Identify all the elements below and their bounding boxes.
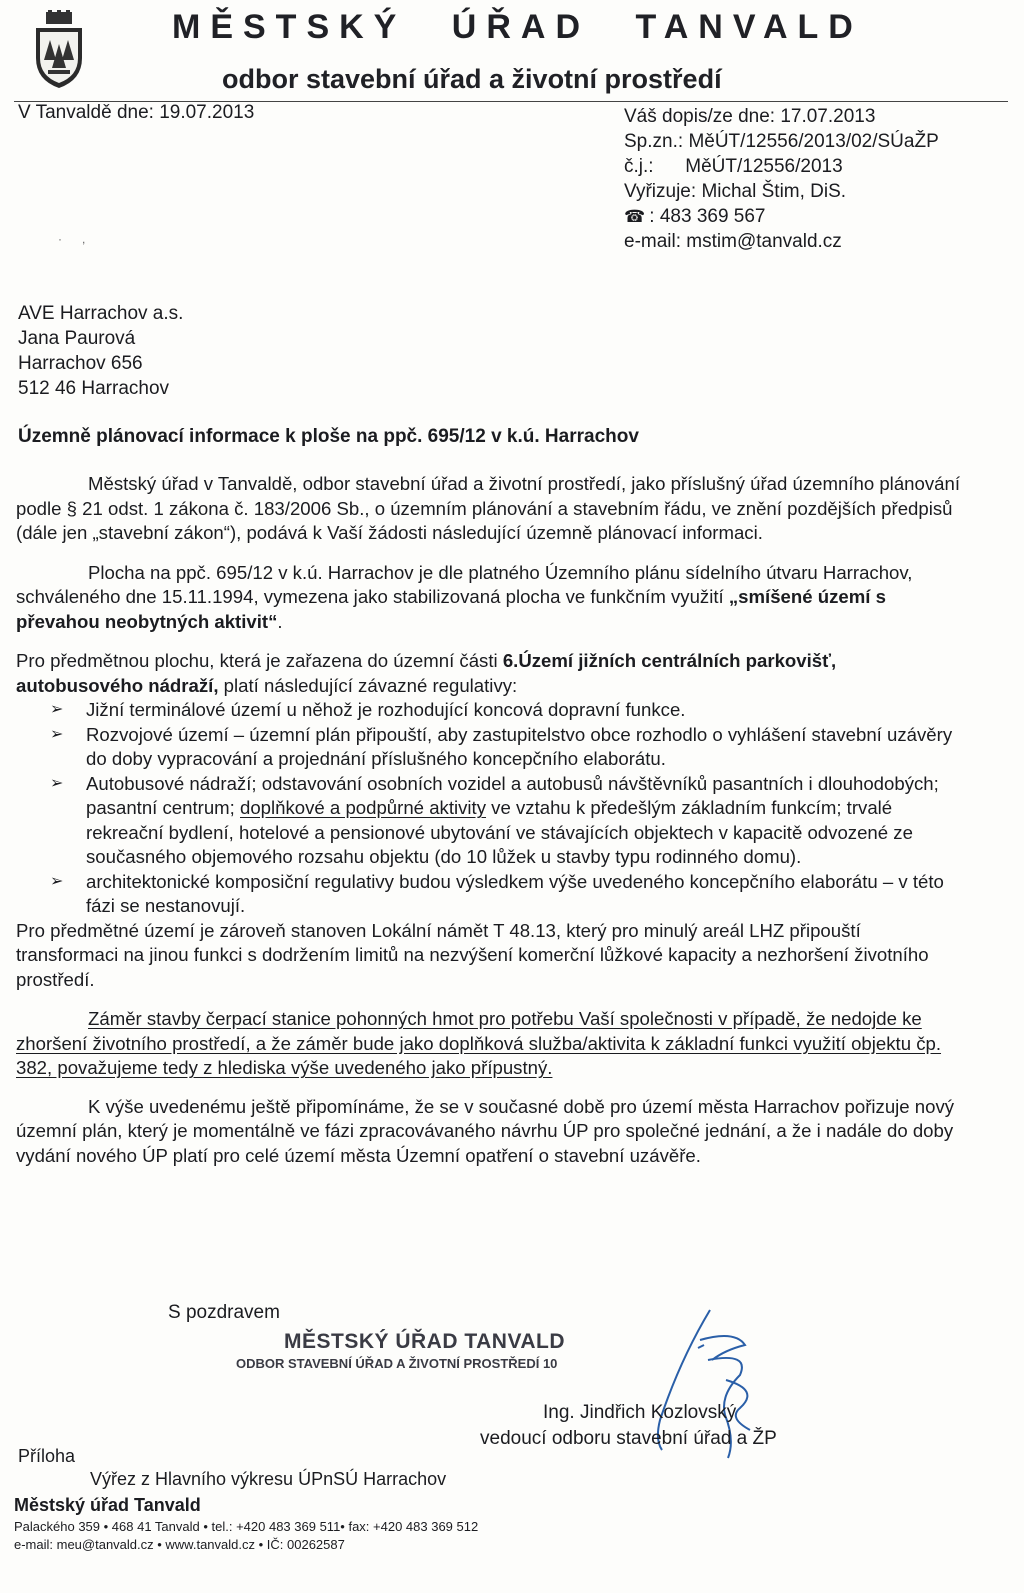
list-item-text-end: ve vztahu k předešlým základním funkcím; trvalé rekreační bydlení, hotelové a pensionové ubytování ve stávajících objektech v kapacitě odvozené ze současného objemového rozsahu objektu (do 10 lůžek u stavby typu rodinného domu). (86, 797, 913, 867)
reference-block (624, 104, 939, 254)
telephone-icon: ☎ (624, 207, 646, 226)
recipient-city: 512 46 Harrachov (18, 378, 170, 399)
department-subtitle: odbor stavební úřad a životní prostředí (222, 64, 722, 94)
file-mark-label: Sp.zn.: (624, 131, 684, 152)
handler-row (624, 179, 939, 204)
your-letter-value: 17.07.2013 (780, 106, 876, 127)
scan-specks: · , (58, 232, 86, 246)
bullet-arrow-icon: ➢ (50, 774, 64, 792)
paragraph-regulations-end: platí následující závazné regulativy: (218, 674, 518, 696)
reference-number-row (624, 154, 939, 179)
footer-contact: Palackého 359 • 468 41 Tanvald • tel.: +420 483 369 511• fax: +420 483 369 512 (14, 1519, 479, 1534)
list-item-text: Rozvojové území – územní plán připouští, aby zastupitelstvo obce rozhodlo o vyhlášení stavební uzávěry do doby vypracování a projednání příslušného koncepčního elaborátu. (86, 723, 953, 769)
paragraph-regulations-bold: 6.Území jižních centrálních parkovišť, autobusového nádraží, (16, 650, 837, 696)
letter-body (16, 472, 968, 1168)
email-row (624, 229, 939, 254)
recipient-street: Harrachov 656 (18, 353, 143, 374)
bullet-arrow-icon: ➢ (50, 725, 64, 743)
stamp-office-name: MĚSTSKÝ ÚŘAD TANVALD (284, 1330, 566, 1353)
recipient-company: AVE Harrachov a.s. (18, 303, 184, 324)
greeting: S pozdravem (168, 1302, 280, 1323)
letter-subject: Územně plánovací informace k ploše na ppč. 695/12 v k.ú. Harrachov (18, 426, 639, 447)
letter-date: V Tanvaldě dne: 19.07.2013 (18, 102, 255, 123)
your-letter-label: Váš dopis/ze dne: (624, 106, 776, 127)
file-mark-row (624, 129, 939, 154)
handler-label: Vyřizuje: (624, 181, 697, 202)
signer-name: Ing. Jindřich Kozlovský (543, 1402, 737, 1423)
paragraph-plot-text: Plocha na ppč. 695/12 v k.ú. Harrachov je dle platného Územního plánu sídelního útvaru Harrachov, schváleného dne 15.11.1994, vymezena jako stabilizovaná plocha ve funkčním využití (16, 561, 913, 607)
paragraph-intro: Městský úřad v Tanvaldě, odbor stavební úřad a životní prostředí, jako příslušný úřad územního plánování podle § 21 odst. 1 zákona č. 183/2006 Sb., o územním plánování a stavebním řádu, ve znění pozdějších předpisů (dále jen „stavební zákon“), podává k Vaší žádosti následující územně plánovací informaci. (16, 473, 960, 543)
paragraph-regulations-text: Pro předmětnou plochu, která je zařazena do územní části (16, 650, 503, 671)
attachment-label: Příloha (18, 1446, 76, 1466)
paragraph-conclusion (16, 1007, 968, 1081)
email-label: e-mail: (624, 231, 682, 252)
handler-value: Michal Štim, DiS. (701, 181, 847, 202)
phone-row: ☎ : 483 369 567 (624, 206, 766, 227)
bullet-arrow-icon: ➢ (50, 701, 64, 718)
paragraph-note: K výše uvedenému ještě připomínáme, že se v současné době pro území města Harrachov pořizuje nový územní plán, který je momentálně ve fázi zpracovávaného návrhu ÚP pro společné jednání, a že i nadále do doby vydání nového ÚP platí pro celé území města Územní opatření o stavební uzávěře. (16, 1095, 955, 1166)
paragraph-local-theme: Pro předmětné území je zároveň stanoven Lokální námět T 48.13, který pro minulý areál LHZ připouští transformaci na jinou funkci s dodržením limitů na nezvýšení komerční lůžkové kapacity a nezhoršení životního prostředí. (16, 919, 929, 990)
attachment-item: Výřez z Hlavního výkresu ÚPnSÚ Harrachov (90, 1469, 447, 1489)
paragraph-conclusion-text: Záměr stavby čerpací stanice pohonných hmot pro potřebu Vaší společnosti v případě, že nedojde ke zhoršení životního prostředí, a že záměr bude jako doplňková služba/aktivita k základní funkci využití objektu čp. 382, považujeme tedy z hlediska výše uvedeného jako přípustný. (16, 1008, 942, 1078)
footer-web: e-mail: meu@tanvald.cz • www.tanvald.cz • IČ: 00262587 (14, 1537, 345, 1552)
footer-organization: Městský úřad Tanvald (14, 1495, 201, 1515)
paragraph-plot (16, 561, 968, 635)
list-item (16, 772, 968, 870)
bullet-arrow-icon: ➢ (50, 872, 64, 890)
reference-number-label: č.j.: (624, 156, 654, 177)
list-item (16, 870, 968, 919)
list-item (16, 723, 968, 772)
footer (14, 1495, 478, 1552)
list-item-text: Jižní terminálové území u něhož je rozhodující koncová dopravní funkce. (86, 699, 686, 720)
email-value[interactable]: mstim@tanvald.cz (686, 231, 842, 252)
list-item-text: Autobusové nádraží; odstavování osobních vozidel a autobusů návštěvníků pasantních i dlouhodobých; pasantní centrum; (86, 772, 939, 818)
phone-value: 483 369 567 (659, 206, 766, 227)
paragraph-plot-bold: „smíšené území s převahou neobytných aktivit“ (16, 586, 886, 632)
your-letter-row (624, 104, 939, 129)
reference-number-value: MěÚT/12556/2013 (685, 156, 843, 177)
office-stamp (236, 1330, 656, 1371)
office-title: MĚSTSKÝ ÚŘAD TANVALD (172, 8, 863, 46)
recipient-address (18, 301, 183, 401)
paragraph-plot-end: . (277, 610, 283, 632)
file-mark-value: MěÚT/12556/2013/02/SÚaŽP (688, 131, 939, 152)
list-item-underlined: doplňkové a podpůrné aktivity (240, 797, 487, 818)
paragraph-regulations (16, 649, 968, 698)
list-item-text: architektonické komposiční regulativy budou výsledkem výše uvedeného koncepčního elaborátu – v této fázi se nestanovují. (86, 870, 944, 916)
signer-title: vedoucí odboru stavební úřad a ŽP (480, 1428, 777, 1449)
list-item (16, 698, 968, 723)
regulations-list (16, 698, 968, 919)
recipient-person: Jana Paurová (18, 328, 136, 349)
town-crest-icon (32, 10, 86, 90)
signatory (480, 1400, 777, 1452)
stamp-department: ODBOR STAVEBNÍ ÚŘAD A ŽIVOTNÍ PROSTŘEDÍ 10 (236, 1356, 558, 1371)
